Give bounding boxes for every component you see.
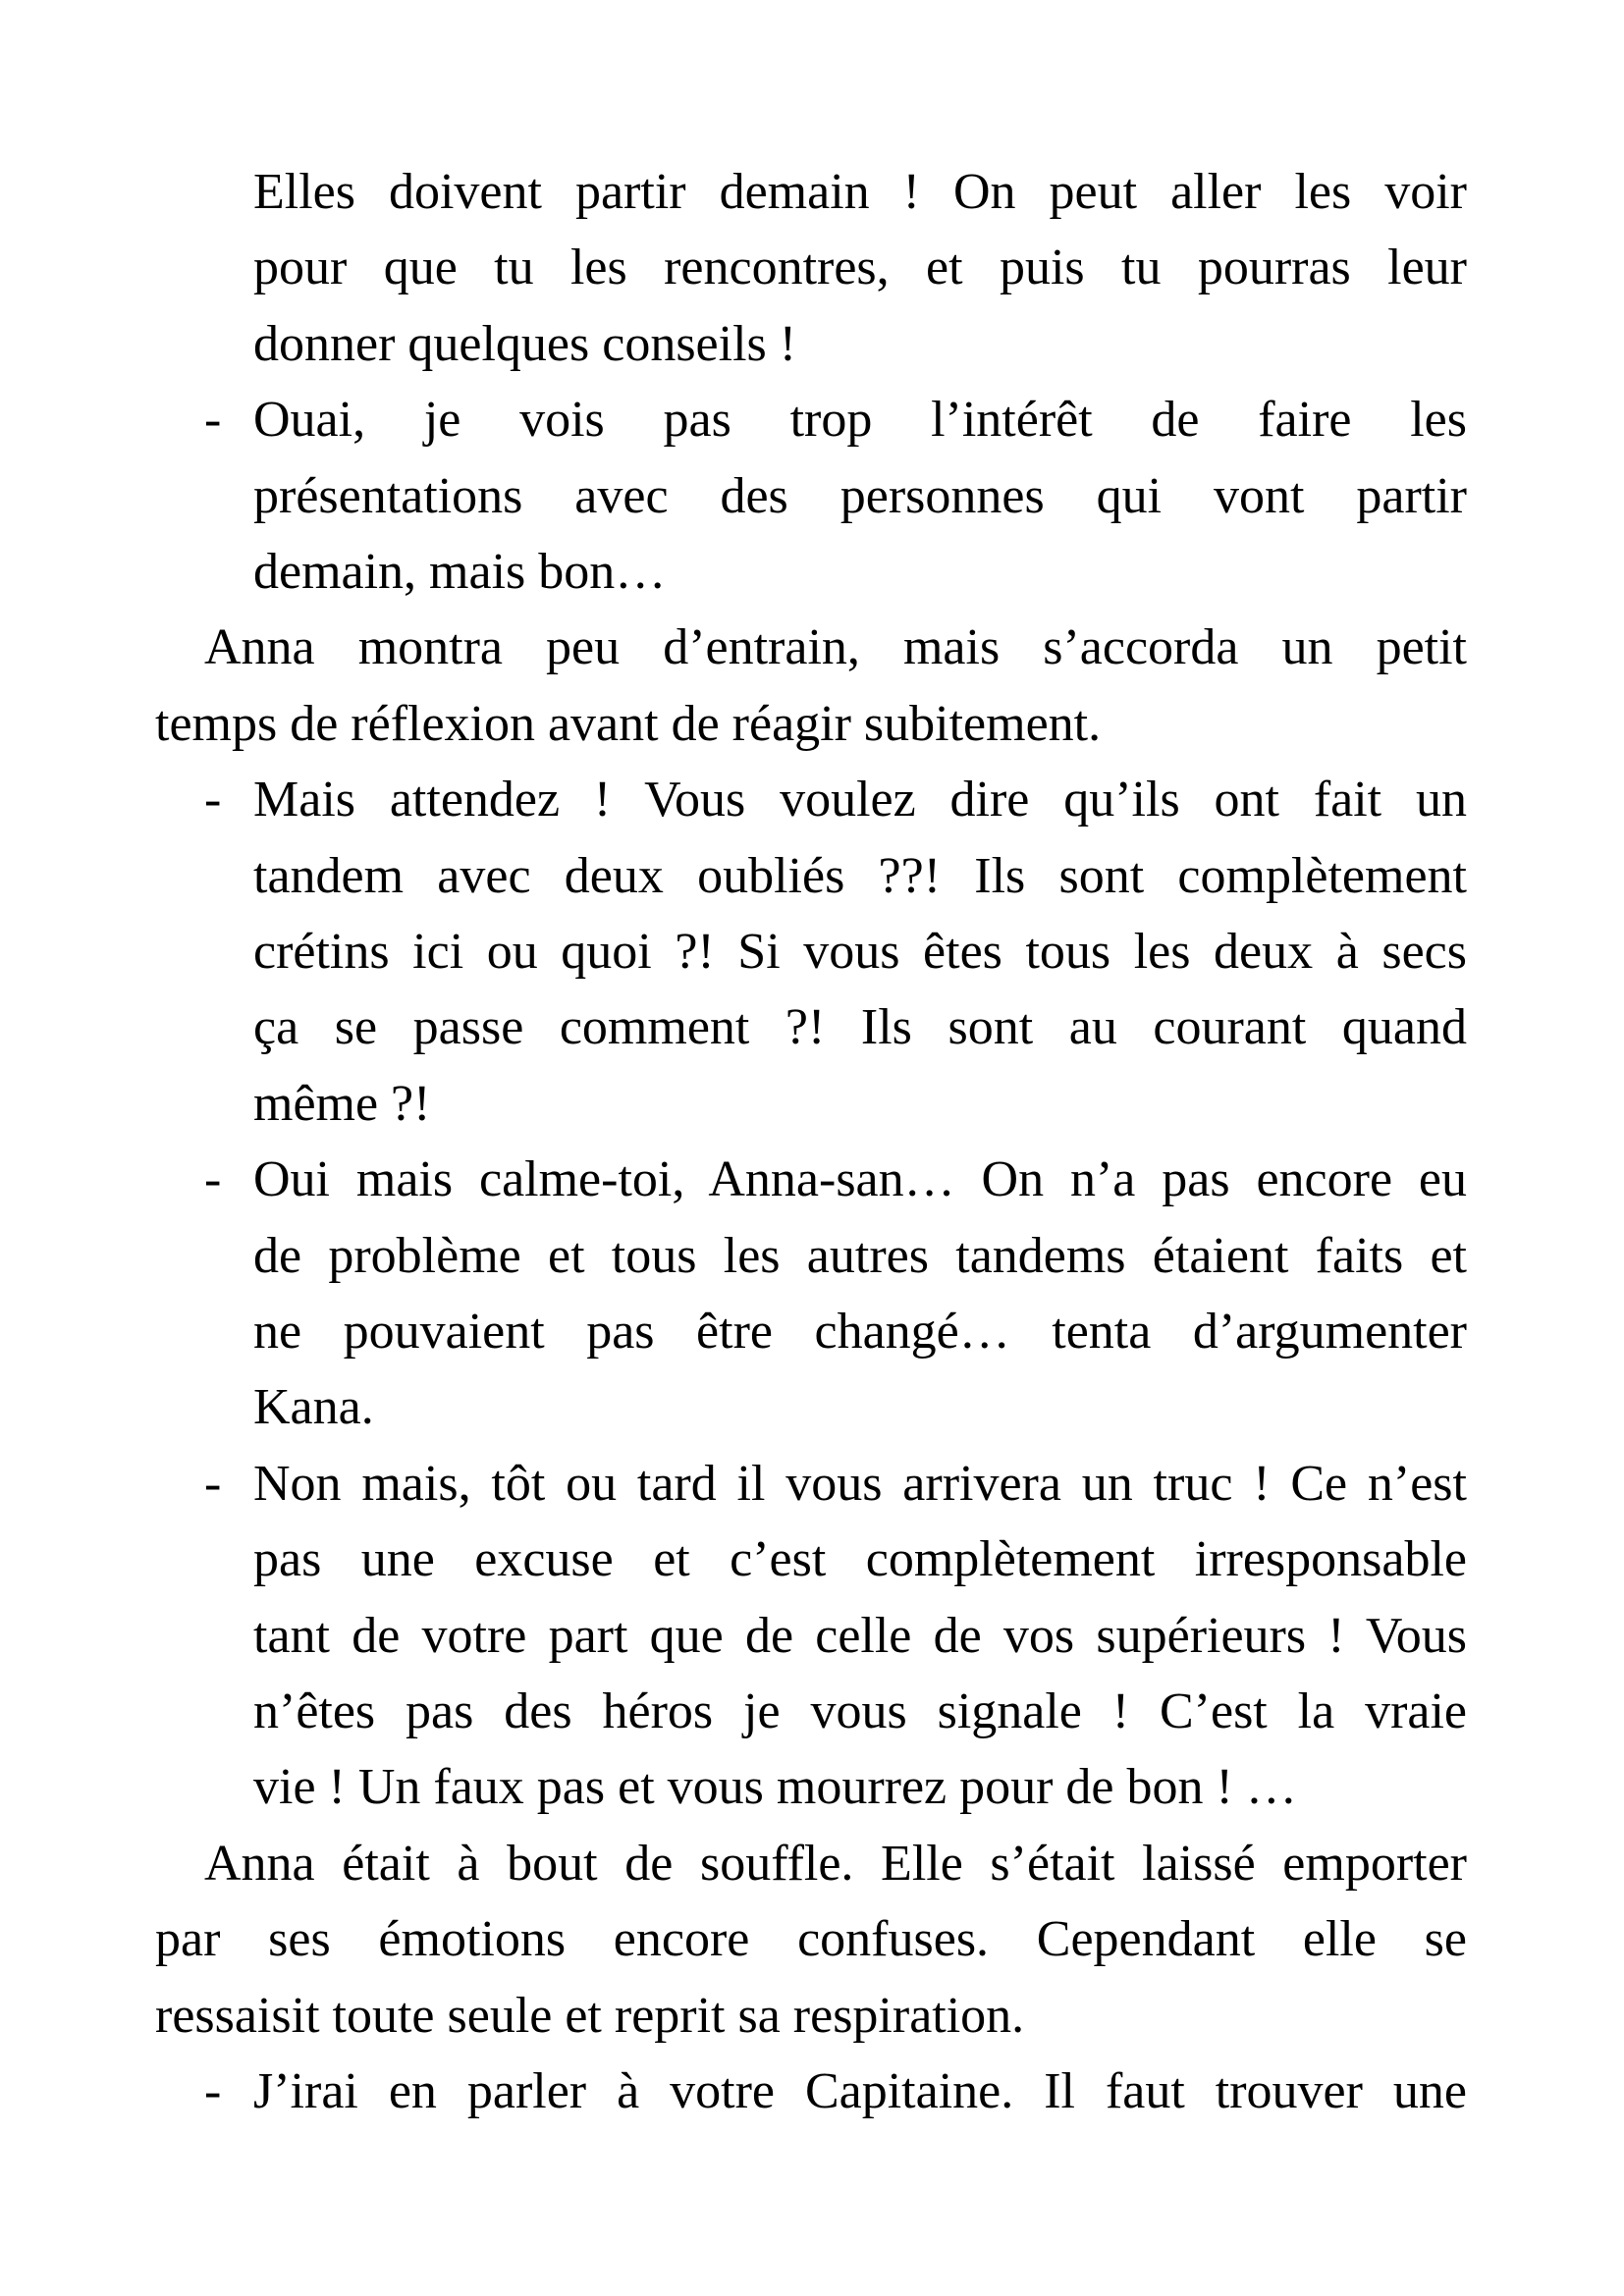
text-line: Oui mais calme-toi, Anna-san… On n’a pas encore eu — [253, 1151, 1467, 1207]
text-line: Non mais, tôt ou tard il vous arrivera un truc ! Ce n’est — [253, 1456, 1467, 1512]
dialogue-dash: - — [204, 772, 222, 828]
text-line: pas une excuse et c’est complètement irresponsable — [253, 1531, 1467, 1587]
text-line: Kana. — [253, 1379, 374, 1435]
text-line: par ses émotions encore confuses. Cependant elle se — [155, 1911, 1467, 1967]
text-line: ne pouvaient pas être changé… tenta d’argumenter — [253, 1304, 1467, 1360]
dialogue-dash: - — [204, 1456, 222, 1512]
text-line: Anna était à bout de souffle. Elle s’était laissé emporter — [204, 1836, 1467, 1892]
text-line: ça se passe comment ?! Ils sont au courant quand — [253, 999, 1467, 1055]
dialogue-dash: - — [204, 392, 222, 448]
text-line: présentations avec des personnes qui vont partir — [253, 468, 1467, 524]
text-line: Anna montra peu d’entrain, mais s’accorda un petit — [204, 619, 1467, 675]
text-line: tant de votre part que de celle de vos supérieurs ! Vous — [253, 1608, 1467, 1664]
text-line: tandem avec deux oubliés ??! Ils sont complètement — [253, 848, 1467, 904]
text-line: J’irai en parler à votre Capitaine. Il faut trouver une — [253, 2063, 1467, 2119]
text-line: pour que tu les rencontres, et puis tu pourras leur — [253, 240, 1467, 295]
dialogue-dash: - — [204, 1151, 222, 1207]
text-line: temps de réflexion avant de réagir subitement. — [155, 696, 1102, 752]
text-line: Mais attendez ! Vous voulez dire qu’ils ont fait un — [253, 772, 1467, 828]
text-line: donner quelques conseils ! — [253, 316, 797, 372]
text-line: Elles doivent partir demain ! On peut aller les voir — [253, 164, 1467, 220]
text-line: ressaisit toute seule et reprit sa respiration. — [155, 1988, 1025, 2044]
dialogue-dash: - — [204, 2063, 222, 2119]
text-line: n’êtes pas des héros je vous signale ! C’est la vraie — [253, 1683, 1467, 1739]
text-line: même ?! — [253, 1076, 431, 1132]
text-line: Ouai, je vois pas trop l’intérêt de faire les — [253, 392, 1467, 448]
text-line: demain, mais bon… — [253, 544, 667, 600]
text-line: crétins ici ou quoi ?! Si vous êtes tous les deux à secs — [253, 924, 1467, 980]
text-line: de problème et tous les autres tandems étaient faits et — [253, 1228, 1467, 1284]
text-line: vie ! Un faux pas et vous mourrez pour de bon ! … — [253, 1759, 1297, 1815]
